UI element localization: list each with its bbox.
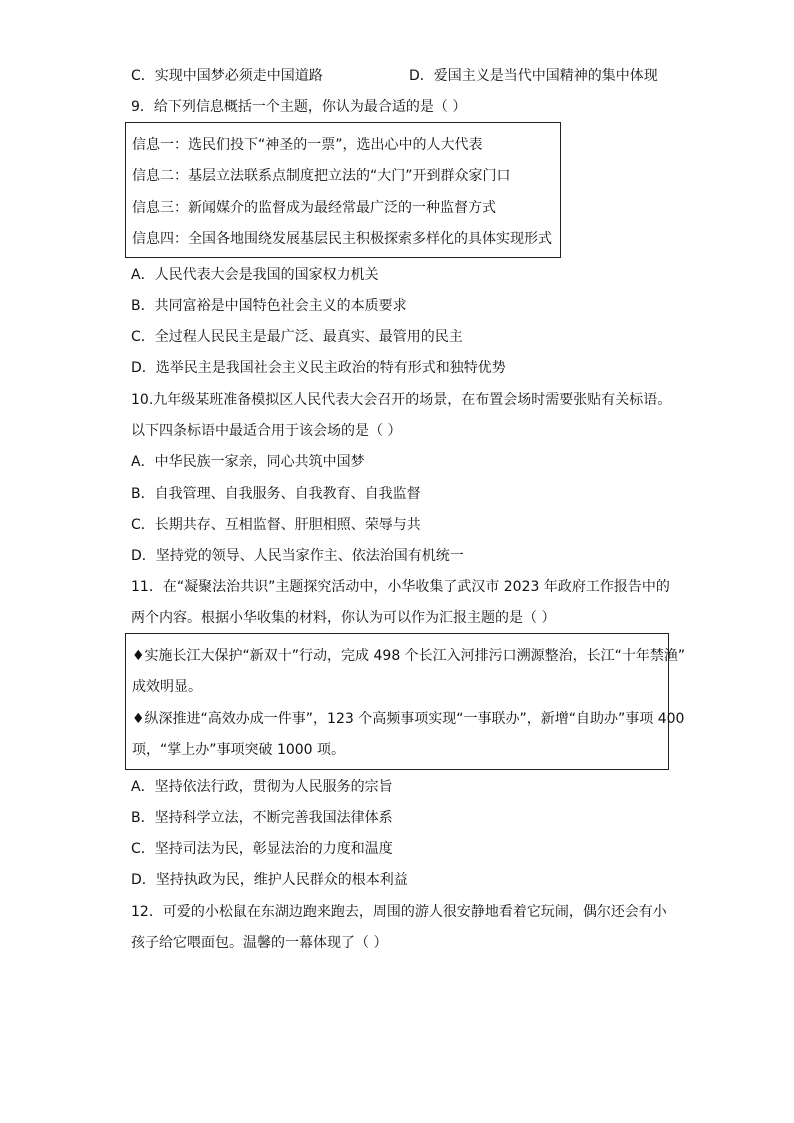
q11-stem-line2: 两个内容。根据小华收集的材料，你认为可以作为汇报主题的是（ ）	[131, 610, 556, 626]
q9-option-a: A．人民代表大会是我国的国家权力机关	[131, 267, 379, 283]
q11-option-b: B．坚持科学立法，不断完善我国法律体系	[131, 810, 393, 826]
q9-info-4: 信息四：全国各地围绕发展基层民主积极探索多样化的具体实现形式	[132, 231, 552, 247]
q8-option-c: C．实现中国梦必须走中国道路	[131, 68, 323, 84]
q10-option-b: B．自我管理、自我服务、自我教育、自我监督	[131, 486, 421, 502]
q11-stem-line1: 11．在“凝聚法治共识”主题探究活动中，小华收集了武汉市 2023 年政府工作报告中的	[131, 579, 670, 595]
q10-stem-line1: 10.九年级某班准备模拟区人民代表大会召开的场景，在布置会场时需要张贴有关标语。	[131, 392, 672, 408]
q10-stem-line2: 以下四条标语中最适合用于该会场的是（ ）	[131, 423, 402, 439]
q10-option-c: C．长期共存、互相监督、肝胆相照、荣辱与共	[131, 517, 421, 533]
q9-option-d: D．选举民主是我国社会主义民主政治的特有形式和独特优势	[131, 360, 506, 376]
q9-option-c: C．全过程人民民主是最广泛、最真实、最管用的民主	[131, 329, 463, 345]
q11-option-d: D．坚持执政为民，维护人民群众的根本利益	[131, 872, 408, 888]
q10-option-a: A．中华民族一家亲，同心共筑中国梦	[131, 454, 365, 470]
q8-option-d: D．爱国主义是当代中国精神的集中体现	[409, 68, 658, 84]
q9-info-2: 信息二：基层立法联系点制度把立法的“大门”开到群众家门口	[132, 168, 511, 184]
q11-option-c: C．坚持司法为民，彰显法治的力度和温度	[131, 841, 393, 857]
q9-stem: 9．给下列信息概括一个主题，你认为最合适的是（ ）	[131, 99, 467, 115]
q11-material-3: ♦纵深推进“高效办成一件事”，123 个高频事项实现“一事联办”，新增“自助办”事项 400	[132, 711, 685, 727]
q12-stem-line1: 12．可爱的小松鼠在东湖边跑来跑去，周围的游人很安静地看着它玩闹，偶尔还会有小	[131, 904, 667, 920]
q12-stem-line2: 孩子给它喂面包。温馨的一幕体现了（ ）	[131, 935, 388, 951]
q11-option-a: A．坚持依法行政，贯彻为人民服务的宗旨	[131, 779, 393, 795]
q11-material-4: 项，“掌上办”事项突破 1000 项。	[132, 742, 346, 758]
q9-info-box	[125, 122, 561, 258]
q10-option-d: D．坚持党的领导、人民当家作主、依法治国有机统一	[131, 548, 464, 564]
q11-material-2: 成效明显。	[132, 679, 202, 695]
q9-option-b: B．共同富裕是中国特色社会主义的本质要求	[131, 298, 407, 314]
q9-info-3: 信息三：新闻媒介的监督成为最经常最广泛的一种监督方式	[132, 200, 496, 216]
q11-material-box	[125, 633, 686, 770]
q9-info-1: 信息一：选民们投下“神圣的一票”，选出心中的人大代表	[132, 137, 483, 153]
q11-material-1: ♦实施长江大保护“新双十”行动，完成 498 个长江入河排污口溯源整治，长江“十年禁渔”	[132, 648, 686, 664]
